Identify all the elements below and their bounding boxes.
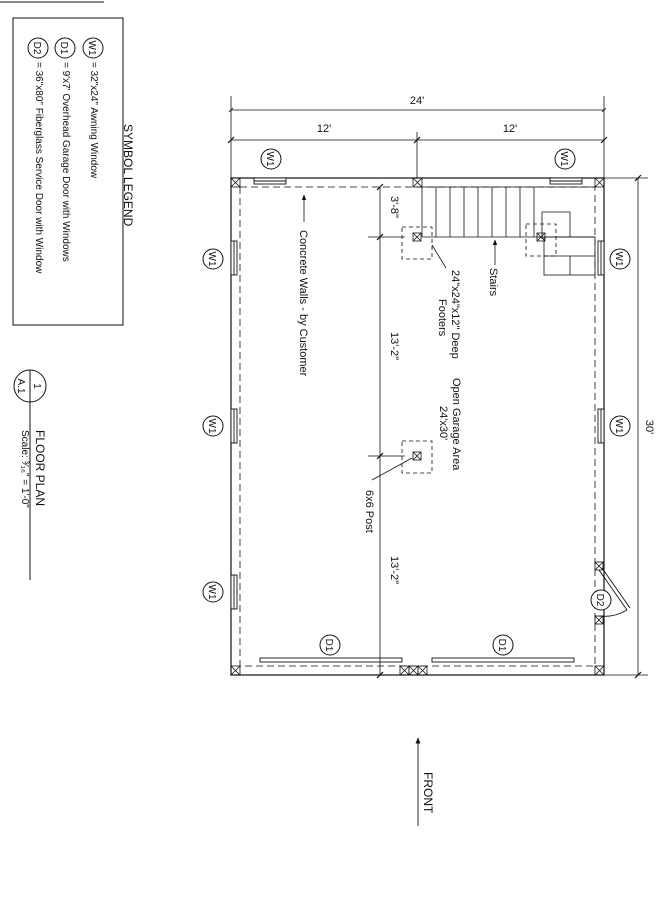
legend-tag-w1: W1 [86, 40, 97, 56]
legend-item-w1 [83, 38, 103, 179]
svg-text:W1: W1 [558, 151, 569, 167]
svg-text:W1: W1 [206, 251, 217, 267]
footer-pads [402, 224, 556, 473]
tag-w1-left-3 [203, 582, 223, 602]
top-dimensions [228, 95, 607, 178]
tag-w1-top-left [261, 149, 281, 169]
drawing-scale: Scale: ³⁄₁₆" = 1'-0" [19, 430, 30, 508]
legend-item-d1 [55, 38, 75, 262]
tag-d1-right [493, 635, 513, 655]
legend-title: SYMBOL LEGEND [121, 124, 135, 227]
tag-w1-right-2 [610, 416, 630, 436]
dim-half-right: 12' [502, 123, 518, 135]
dim-seg-2: 13'-2" [388, 332, 400, 361]
svg-text:W1: W1 [613, 251, 624, 267]
note-footers-2: Footers [436, 299, 448, 337]
note-open-area-2: 24'x30' [437, 406, 449, 441]
legend-text-w1: = 32"x24" Awning Window [88, 62, 99, 179]
svg-text:W1: W1 [613, 418, 624, 434]
tag-d2 [591, 590, 611, 610]
legend-item-d2 [28, 38, 48, 274]
svg-text:W1: W1 [206, 418, 217, 434]
stairs [422, 187, 595, 275]
svg-text:D2: D2 [594, 593, 605, 607]
note-post: 6x6 Post [363, 490, 375, 533]
tag-w1-left-2 [203, 416, 223, 436]
dim-half-left: 12' [316, 123, 332, 135]
note-stairs: Stairs [487, 268, 499, 297]
dim-seg-1: 3'-8" [388, 196, 400, 218]
corner-posts [231, 178, 604, 675]
legend-tag-d1: D1 [58, 41, 69, 55]
wall-windows [231, 178, 604, 609]
svg-text:D1: D1 [323, 638, 334, 652]
sheet-number: A.1 [15, 378, 26, 394]
note-concrete-walls: Concrete Walls - by Customer [297, 230, 309, 377]
legend-text-d2: = 36"x80" Fiberglass Service Door with Window [33, 62, 44, 274]
symbol-legend [13, 18, 135, 325]
garage-doors [260, 658, 574, 662]
building-walls [231, 178, 604, 675]
dim-overall-depth: 30' [643, 419, 655, 435]
drawing-title-block [14, 370, 47, 580]
drawing-title: FLOOR PLAN [33, 430, 47, 507]
interior-dimensions [368, 184, 405, 678]
note-open-area-1: Open Garage Area [450, 378, 462, 471]
svg-text:W1: W1 [264, 151, 275, 167]
dim-seg-3: 13'-2" [388, 556, 400, 585]
tag-w1-left-1 [203, 249, 223, 269]
detail-number: 1 [31, 383, 42, 389]
legend-text-d1: = 9'x7' Overhead Garage Door with Windows [60, 62, 71, 262]
dim-overall-width: 24' [409, 95, 425, 107]
tag-w1-right-1 [610, 249, 630, 269]
svg-text:W1: W1 [206, 584, 217, 600]
tag-w1-top-right [555, 149, 575, 169]
notes [297, 195, 499, 826]
tag-d1-left [320, 635, 340, 655]
note-footers-1: 24"x24"x12" Deep [449, 270, 461, 359]
symbol-tags [203, 149, 630, 655]
note-front: FRONT [421, 772, 435, 814]
svg-text:D1: D1 [496, 638, 507, 652]
legend-tag-d2: D2 [31, 41, 42, 55]
